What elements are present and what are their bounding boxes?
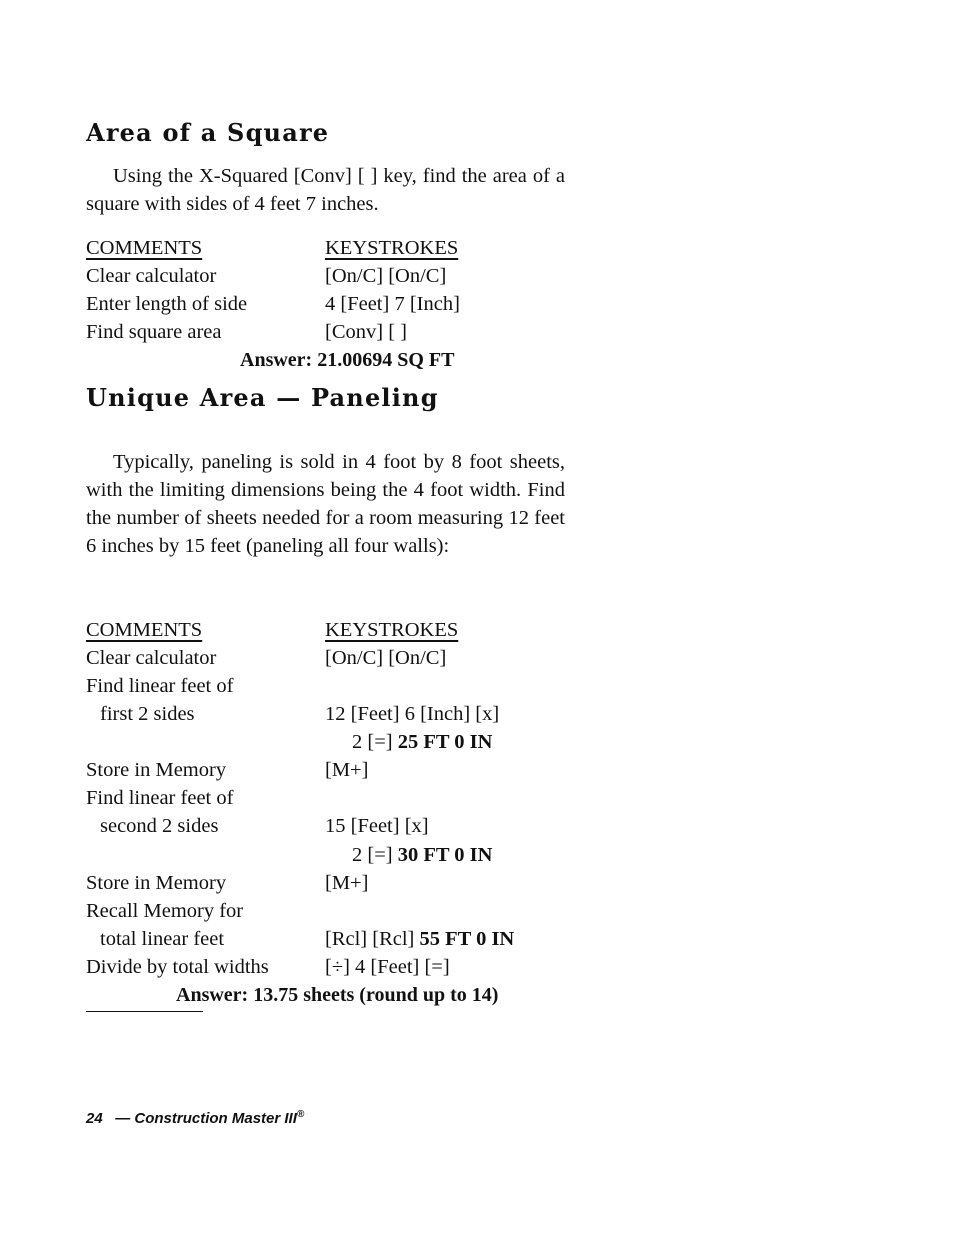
table-row bbox=[86, 897, 586, 925]
keystroke-cell: [On/C] [On/C] bbox=[325, 647, 447, 669]
comment-cell: Recall Memory for bbox=[86, 900, 244, 922]
table-row bbox=[86, 953, 586, 981]
keystroke-cell: [M+] bbox=[325, 759, 369, 781]
table-row bbox=[86, 728, 586, 756]
comment-cell: Divide by total widths bbox=[86, 956, 269, 978]
comment-cell: second 2 sides bbox=[100, 815, 219, 837]
table-row bbox=[86, 756, 586, 784]
comment-cell: Clear calculator bbox=[86, 265, 217, 287]
keystroke-cell: 15 [Feet] [x] bbox=[325, 815, 429, 837]
table-row bbox=[86, 644, 586, 672]
comment-cell: Store in Memory bbox=[86, 872, 227, 894]
keystroke-cell: [Rcl] [Rcl] 55 FT 0 IN bbox=[325, 928, 515, 950]
keystroke-cell: 12 [Feet] 6 [Inch] [x] bbox=[325, 703, 500, 725]
comment-cell: Find linear feet of bbox=[86, 787, 234, 809]
table-row bbox=[86, 925, 586, 953]
display-result: 25 FT 0 IN bbox=[397, 731, 493, 753]
comment-cell: total linear feet bbox=[100, 928, 225, 950]
display-result: 55 FT 0 IN bbox=[419, 928, 515, 950]
table-row bbox=[86, 784, 586, 812]
page-number: 24 bbox=[86, 1110, 103, 1127]
keystroke-cell: 4 [Feet] 7 [Inch] bbox=[325, 293, 460, 315]
section1-answer: Answer: 21.00694 SQ FT bbox=[240, 349, 455, 371]
keystroke-cell: [M+] bbox=[325, 872, 369, 894]
comment-cell: Clear calculator bbox=[86, 647, 217, 669]
section1-intro: Using the X-Squared [Conv] [ ] key, find the area of a square with sides of 4 feet 7 inches. bbox=[86, 165, 565, 215]
keystroke-cell: 2 [=] 25 FT 0 IN bbox=[352, 731, 493, 753]
comment-cell: Enter length of side bbox=[86, 293, 248, 315]
keystroke-cell: [÷] 4 [Feet] [=] bbox=[325, 956, 450, 978]
section1-table-header bbox=[86, 234, 586, 262]
table-row bbox=[86, 672, 586, 700]
keystrokes-header: KEYSTROKES bbox=[325, 237, 459, 259]
page-footer bbox=[86, 1109, 304, 1127]
keystroke-cell: [Conv] [ ] bbox=[325, 321, 407, 343]
footnote-divider bbox=[86, 1011, 203, 1012]
display-result: 30 FT 0 IN bbox=[397, 844, 493, 866]
comment-cell: Find square area bbox=[86, 321, 222, 343]
keystroke-cell: 2 [=] 30 FT 0 IN bbox=[352, 844, 493, 866]
section-title-unique-area: Unique Area — Paneling bbox=[86, 383, 439, 412]
comment-cell: first 2 sides bbox=[100, 703, 195, 725]
footer-title: — Construction Master III bbox=[115, 1110, 297, 1127]
section2-table-header bbox=[86, 616, 586, 644]
comment-cell: Store in Memory bbox=[86, 759, 227, 781]
table-row bbox=[86, 318, 586, 346]
comments-header: COMMENTS bbox=[86, 619, 203, 641]
table-row bbox=[86, 290, 586, 318]
table-row bbox=[86, 869, 586, 897]
table-row bbox=[86, 841, 586, 869]
table-row bbox=[86, 812, 586, 840]
comments-header: COMMENTS bbox=[86, 237, 203, 259]
section2-intro: Typically, paneling is sold in 4 foot by 8 foot sheets, with the limiting dimensions being the 4 foot width. Find the number of sheets needed for a room measuring 12 feet 6 inches by 15 feet (paneling all four walls): bbox=[86, 451, 565, 557]
section2-answer: Answer: 13.75 sheets (round up to 14) bbox=[176, 984, 499, 1006]
registered-mark: ® bbox=[296, 1109, 305, 1120]
comment-cell: Find linear feet of bbox=[86, 675, 234, 697]
table-row bbox=[86, 700, 586, 728]
table-row bbox=[86, 262, 586, 290]
keystroke-cell: [On/C] [On/C] bbox=[325, 265, 447, 287]
section-title-area-of-square: Area of a Square bbox=[86, 118, 330, 147]
keystrokes-header: KEYSTROKES bbox=[325, 619, 459, 641]
